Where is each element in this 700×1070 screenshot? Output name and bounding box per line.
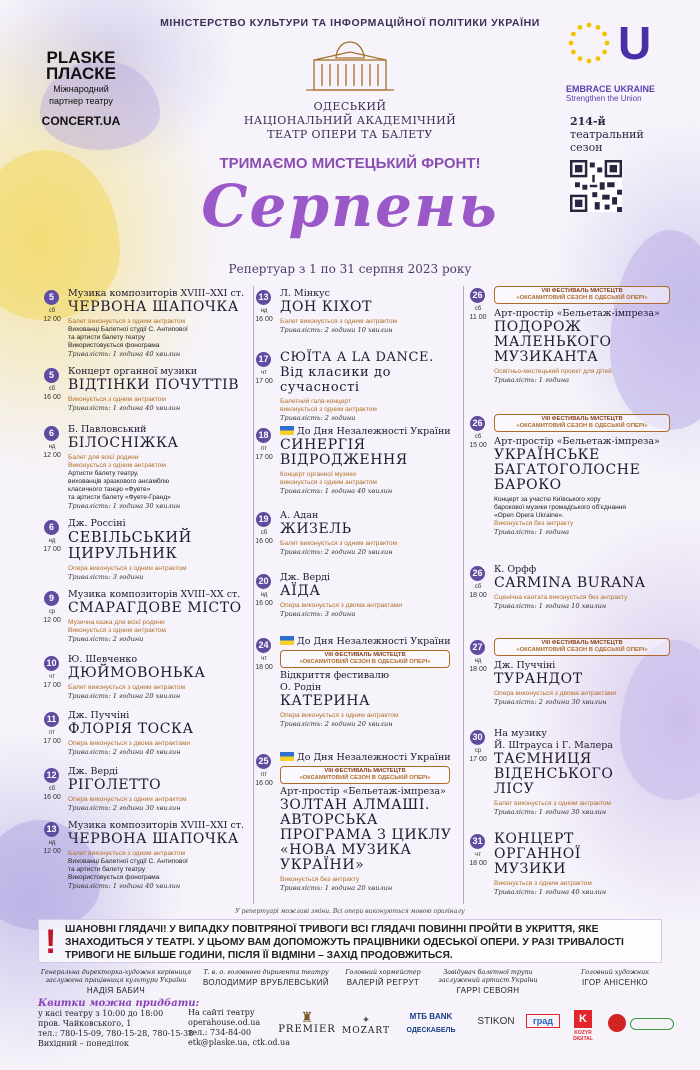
event-title[interactable]: ТУРАНДОТ [494,671,583,687]
staff-role: заслужений артист України [438,977,538,984]
event-desc: та артисти балету театру [68,334,146,341]
event-duration: Тривалість: 1 година 40 хвилин [68,882,181,890]
date-badge: 13 [44,822,59,837]
date-badge: 26 [470,566,485,581]
theatre-line3: ТЕАТР ОПЕРИ ТА БАЛЕТУ [267,128,433,141]
event-title[interactable]: ДОН КІХОТ [280,299,373,315]
event-desc: «Open Opera Ukraine». [494,512,565,519]
event-note: Виконується з одним антрактом [68,627,166,634]
weekday: пт [261,772,267,778]
date-badge: 30 [470,730,485,745]
staff-role: Головний художник [581,969,649,976]
event-note: Опера виконується з двома антрактами [68,740,191,747]
mozart-logo[interactable]: ✦ MOZART [340,1016,392,1036]
weekday: нд [260,308,268,314]
box-office-hours: у касі театру з 10:00 до 18:00 [38,1009,164,1018]
ministry-header: МІНІСТЕРСТВО КУЛЬТУРИ ТА ІНФОРМАЦІЙНОЇ ПОЛІТИКИ УКРАЇНИ [160,17,540,29]
date-badge: 6 [44,520,59,535]
event-duration: Тривалість: 1 година 40 хвилин [280,487,393,495]
festival-line1: VIII ФЕСТИВАЛЬ МИСТЕЦТВ [324,652,406,658]
website-phone: тел.: 734-84-00 [188,1028,252,1037]
event-author [280,636,456,648]
repertoire-dates: Репертуар з 1 по 31 серпня 2023 року [228,262,472,276]
premier-text: PREMIER [278,1024,336,1035]
event-time: 16 00 [255,316,273,323]
website-label: На сайті театру [188,1008,255,1017]
date-badge: 9 [44,591,59,606]
mtb-bank-logo[interactable] [398,1012,464,1034]
weekday: чт [261,370,267,376]
festival-line2: «ОКСАМИТОВИЙ СЕЗОН В ОДЕСЬКІЙ ОПЕРІ» [516,647,648,653]
date-badge: 26 [470,288,485,303]
event-time: 17 00 [255,378,273,385]
event-duration: Тривалість: 2 години 30 хвилин [494,698,607,706]
exclamation-icon: ! [45,923,57,961]
embrace-subtitle: Strengthen the Union [566,94,642,103]
staff-role: Т. в. о. головного диригента театру [203,969,329,976]
concert-ua-logo[interactable]: CONCERT.UA [41,114,121,128]
season-line3: сезон [570,141,603,154]
event-pre-line: Відкриття фестивалю [280,670,390,681]
event-author: Арт-простір «Бельетаж-імпреза» [494,436,660,447]
event-note: Опера виконується з одним антрактом [68,796,187,803]
weekday: нд [474,658,482,664]
staff-role: Завідувач балетної трупи [443,969,533,976]
event-author: На музику [494,728,547,739]
staff-role: заслужена працівниця культури України [45,977,187,984]
event-author: Музика композиторів XVIII–XXI ст. [68,288,245,299]
event-title[interactable]: ВІДТІНКИ ПОЧУТТІВ [68,377,240,393]
event-note: Виконується з одним антрактом [494,880,592,887]
weekday: чт [475,852,481,858]
festival-line1: VIII ФЕСТИВАЛЬ МИСТЕЦТВ [541,416,623,422]
event-time: 12 00 [43,617,61,624]
weekday: нд [260,592,268,598]
footnote: У репертуарі можливі зміни. Всі опери виконуються мовою оригіналу [235,908,465,915]
event-time: 12 00 [43,316,61,323]
event-duration: Тривалість: 1 година 40 хвилин [68,350,181,358]
event-author: Музика композиторів XVIII–XX ст. [68,589,241,600]
ticket-info [38,998,199,1049]
stikon-text: STIKON [477,1016,515,1027]
event-time: 18 00 [255,664,273,671]
plaske-logo[interactable] [36,50,126,128]
embrace-ukraine-logo[interactable] [566,17,676,103]
staff-name: ВОЛОДИМИР ВРУБЛЕВСЬКИЙ [202,978,330,987]
theatre-building-icon [300,38,400,98]
date-badge: 5 [44,290,59,305]
event-duration: Тривалість: 1 година 40 хвилин [494,888,607,896]
theatre-line2: НАЦІОНАЛЬНИЙ АКАДЕМІЧНИЙ [243,114,457,127]
event-time: 17 00 [43,682,61,689]
event-author: Дж. Пуччіні [68,710,130,721]
event-duration: Тривалість: 2 години 10 хвилин [280,326,393,334]
event-title[interactable]: СЕВІЛЬСЬКИЙ ЦИРУЛЬНИК [68,530,192,562]
event-title[interactable]: ЧЕРВОНА ШАПОЧКА [68,831,240,847]
kozyr-logo[interactable]: K KOZYR DIGITAL [564,1010,602,1042]
event-time: 12 00 [43,848,61,855]
season-label [570,115,644,154]
box-office-phone: тел.: 780-15-09, 780-15-28, 780-15-38 [38,1029,194,1038]
event-duration: Тривалість: 3 години [68,573,144,581]
weekday: сб [474,584,482,590]
event-title[interactable]: ФЛОРІЯ ТОСКА [68,721,194,737]
festival-line1: VIII ФЕСТИВАЛЬ МИСТЕЦТВ [541,640,623,646]
mtb-text: МТБ BANK [409,1012,453,1021]
event-author: Арт-простір «Бельетаж-імпреза» [494,308,660,319]
weekday: нд [48,538,56,544]
event-author: Й. Штрауса і Г. Малера [494,740,613,751]
weekday: ср [48,609,56,615]
event-time: 12 00 [43,452,61,459]
event-note: Балет виконується з одним антрактом [68,684,186,691]
staff-credit [338,969,428,987]
theatre-name [220,100,480,142]
event-time: 16 00 [255,780,273,787]
weekday: сб [48,308,56,314]
event-desc: Вихованці Балетної студії С. Антипової [68,326,188,333]
partner-logo-green[interactable] [608,1014,626,1032]
event-title[interactable]: СМАРАГДОВЕ МІСТО [68,600,242,616]
event-note: Балет виконується з одним антрактом [68,318,186,325]
event-note: Сценічна кантата виконується без антракту [494,594,628,601]
event-duration: Тривалість: 2 години 20 хвилин [280,720,393,728]
event-note: Освітньо-мистецький проект для дітей [494,368,612,375]
date-badge: 6 [44,426,59,441]
event-desc: Використовується фонограма [68,342,160,349]
email-link[interactable]: etk@plaske.ua, ctk.od.ua [188,1038,290,1047]
event-time: 18 00 [469,860,487,867]
weekday: пт [49,730,55,736]
event-note: Опера виконується з двома антрактами [494,690,617,697]
weekday: ср [474,748,482,754]
weekday: чт [261,656,267,662]
event-desc: Використовується фонограма [68,874,160,881]
event-time: 18 00 [469,666,487,673]
date-badge: 13 [256,290,271,305]
event-time: 11 00 [469,314,487,321]
event-desc: та артисти балету «Фуете-Гранд» [68,494,171,501]
event-time: 15 00 [469,442,487,449]
date-badge: 27 [470,640,485,655]
event-author: Дж. Россіні [68,518,126,529]
partner-logo-leaf[interactable] [630,1018,674,1030]
air-raid-warning [38,919,662,963]
event-title[interactable]: ЧЕРВОНА ШАПОЧКА [68,299,240,315]
event-note: Балет виконується з одним антрактом [280,318,398,325]
staff-role: Генеральна директорка-художня керівниця [40,969,192,976]
event-note: Виконується без антракту [280,876,360,883]
event-duration: Тривалість: 2 години [68,635,144,643]
event-time: 16 00 [255,600,273,607]
ukraine-flag-icon [280,752,294,761]
embrace-title: EMBRACE UKRAINE [566,84,656,94]
event-author: К. Орфф [494,564,537,575]
date-badge: 12 [44,768,59,783]
event-title[interactable]: РІГОЛЕТТО [68,777,162,793]
event-time: 18 00 [469,592,487,599]
event-time: 17 00 [43,738,61,745]
festival-banner [280,766,450,784]
season-number: 214-й [570,115,606,128]
event-title[interactable]: ПОДОРОЖ МАЛЕНЬКОГО МУЗИКАНТА [494,319,612,365]
event-title[interactable]: АЇДА [280,583,321,599]
event-duration: Тривалість: 2 години 40 хвилин [68,748,181,756]
event-note: Балет для всієї родини [68,454,139,461]
weekday: сб [48,386,56,392]
event-duration: Тривалість: 1 година 20 хвилин [68,692,181,700]
date-badge: 10 [44,656,59,671]
event-duration: Тривалість: 1 година [494,528,570,536]
event-author: Концерт органної музики [68,366,198,377]
box-office-address: пров. Чайковського, 1 [38,1019,132,1028]
premier-logo[interactable]: ♜ PREMIER [278,1009,336,1035]
event-note: Опера виконується з одним антрактом [68,565,187,572]
event-author: Ю. Шевченко [68,654,138,665]
website-info [188,1008,290,1048]
event-note: Виконується з одним антрактом [68,462,166,469]
weekday: сб [260,530,268,536]
odeskabel-text: ОДЕСКАБЕЛЬ [406,1027,456,1034]
staff-credit [38,969,194,995]
event-note: Балет виконується з одним антрактом [494,800,612,807]
event-duration: Тривалість: 1 година 20 хвилин [280,884,393,892]
stikon-logo[interactable] [468,1016,524,1027]
event-title[interactable]: СИНЕРГІЯ ВІДРОДЖЕННЯ [280,437,408,468]
event-desc: та артисти балету театру [68,866,146,873]
box-office-dayoff: Вихідний – понеділок [38,1039,129,1048]
festival-banner [494,638,670,656]
event-author: Дж. Верді [280,572,331,583]
event-author: Музика композиторів XVIII–XXI ст. [68,820,245,831]
staff-name: ІГОР АНІСЕНКО [581,978,649,987]
event-time: 17 00 [255,454,273,461]
festival-line2: «ОКСАМИТОВИЙ СЕЗОН В ОДЕСЬКІЙ ОПЕРІ» [516,423,648,429]
event-title[interactable]: ДЮЙМОВОНЬКА [68,665,206,681]
event-pre-line: Арт-простір «Бельетаж-імпреза» [280,786,446,797]
event-note: Концерт органної музики [280,471,356,478]
event-title[interactable]: ЗОЛТАН АЛМАШІ. АВТОРСЬКА ПРОГРАМА З ЦИКЛУ «НОВА МУЗИКА УКРАЇНИ» [280,797,452,873]
event-note: Виконується без антракту [494,520,574,527]
event-duration: Тривалість: 2 години 30 хвилин [68,804,181,812]
staff-credit [560,969,670,987]
event-author-text: До Дня Незалежності України [297,636,451,647]
plaske-latin: PLASKE [46,48,116,67]
event-note: Виконується з одним антрактом [68,396,166,403]
festival-line2: «ОКСАМИТОВИЙ СЕЗОН В ОДЕСЬКІЙ ОПЕРІ» [516,295,648,301]
event-title[interactable]: СЮЇТА A LA DANCE. Від класики до сучасності [280,350,434,395]
eu-stars-icon [566,20,612,66]
event-author: Л. Мінкус [280,288,330,299]
event-duration: Тривалість: 2 години 20 хвилин [280,548,393,556]
festival-line1: VIII ФЕСТИВАЛЬ МИСТЕЦТВ [324,768,406,774]
event-title[interactable]: УКРАЇНСЬКЕ БАГАТОГОЛОСНЕ БАРОКО [494,447,641,493]
date-badge: 26 [470,416,485,431]
event-desc: барокової музики громадського об'єднання [494,504,627,511]
event-note: виконується з одним антрактом [280,406,377,413]
month-title: Серпень [201,172,499,240]
event-time: 16 00 [255,538,273,545]
festival-banner [280,650,450,668]
event-time: 16 00 [43,794,61,801]
weekday: нд [48,840,56,846]
partner-line2: партнер театру [49,96,113,106]
mozart-text: MOZART [342,1026,390,1036]
event-author: Б. Павловський [68,424,147,435]
weekday: чт [49,674,55,680]
grad-text: град [526,1014,560,1028]
event-author [280,752,456,764]
event-title[interactable]: ТАЄМНИЦЯ ВІДЕНСЬКОГО ЛІСУ [494,751,614,797]
event-note: Музична казка для всієї родини [68,619,165,626]
festival-line1: VIII ФЕСТИВАЛЬ МИСТЕЦТВ [541,288,623,294]
weekday: нд [48,444,56,450]
event-duration: Тривалість: 1 година [494,376,570,384]
event-author: Дж. Пуччіні [494,660,556,671]
event-author-text: До Дня Незалежності України [297,426,451,437]
event-desc: Вихованці Балетної студії С. Антипової [68,858,188,865]
festival-banner [494,286,670,304]
event-desc: вихованців зразкового ансамблю [68,478,170,485]
event-note: виконується з одним антрактом [280,479,377,486]
staff-credit [428,969,548,995]
partner-line1: Міжнародний [53,84,109,94]
festival-line2: «ОКСАМИТОВИЙ СЕЗОН В ОДЕСЬКІЙ ОПЕРІ» [299,659,431,665]
date-badge: 5 [44,368,59,383]
staff-role: Головний хормейстер [345,969,421,976]
qr-code-icon[interactable] [570,160,622,212]
date-badge: 20 [256,574,271,589]
website-link[interactable]: operahouse.od.ua [188,1018,261,1027]
ukraine-flag-icon [280,636,294,645]
event-desc: Концерт за участю Київського хору [494,496,601,503]
date-badge: 19 [256,512,271,527]
weekday: пт [261,446,267,452]
festival-banner [494,414,670,432]
event-note: Опера виконується з двома антрактами [280,602,403,609]
column-divider [463,286,464,904]
weekday: сб [474,434,482,440]
event-duration: Тривалість: 1 година 40 хвилин [68,404,181,412]
event-title[interactable]: КАТЕРИНА [280,693,371,709]
weekday: сб [474,306,482,312]
date-badge: 18 [256,428,271,443]
event-author: А. Адан [280,510,319,521]
event-title[interactable]: ЖИЗЕЛЬ [280,521,352,537]
event-note: Опера виконується з одним антрактом [280,712,399,719]
kozyr-text: KOZYR DIGITAL [573,1030,593,1042]
event-note: Балет виконується з одним антрактом [280,540,398,547]
event-note: Балетний гала-концерт [280,398,351,405]
season-line2: театральний [570,128,644,141]
weekday: сб [48,786,56,792]
u-letter-icon: U [618,17,652,69]
date-badge: 31 [470,834,485,849]
event-duration: Тривалість: 1 година 30 хвилин [494,808,607,816]
event-duration: Тривалість: 2 години [280,414,356,422]
staff-name: ВАЛЕРІЙ РЕГРУТ [346,978,420,987]
event-duration: Тривалість: 1 година 30 хвилин [68,502,181,510]
sponsors-bar [278,1010,678,1060]
staff-credit [196,969,336,987]
date-badge: 24 [256,638,271,653]
event-time: 17 00 [43,546,61,553]
staff-name: НАДІЯ БАБИЧ [86,986,146,995]
grad-logo[interactable] [526,1014,560,1028]
event-author: Дж. Верді [68,766,119,777]
date-badge: 17 [256,352,271,367]
event-desc: Артисти балету театру, [68,470,139,477]
event-title[interactable]: КОНЦЕРТ ОРГАННОЇ МУЗИКИ [494,831,581,877]
ukraine-flag-icon [280,426,294,435]
event-duration: Тривалість: 1 година 10 хвилин [494,602,607,610]
event-title[interactable]: CARMINA BURANA [494,575,646,591]
staff-name: ГАРРІ СЕВОЯН [456,986,520,995]
event-time: 17 00 [469,756,487,763]
event-desc: класичного танцю «Фуете» [68,486,151,493]
event-duration: Тривалість: 3 години [280,610,356,618]
plaske-cyr: ПЛАСКЕ [46,64,116,83]
event-time: 16 00 [43,394,61,401]
tickets-heading: Квитки можна придбати: [38,998,200,1009]
theatre-line1: ОДЕСЬКИЙ [313,100,387,113]
event-note: Балет виконується з одним антрактом [68,850,186,857]
slogan: ТРИМАЄМО МИСТЕЦЬКИЙ ФРОНТ! [219,155,481,172]
date-badge: 25 [256,754,271,769]
event-author: О. Родін [280,682,322,693]
date-badge: 11 [44,712,59,727]
warning-text: ШАНОВНІ ГЛЯДАЧІ! У ВИПАДКУ ПОВІТРЯНОЇ ТРИВОГИ ВСІ ГЛЯДАЧІ ПОВИННІ ПРОЙТИ В УКРИТТЯ, ЯКЕ ЗНАХОДИТЬСЯ У ТЕАТРІ. У ЦЬОМУ ВАМ ДОПОМОЖУТЬ ПРАЦІВНИКИ ОДЕСЬКОЇ ОПЕРИ. У РАЗІ ТРИВАЛОСТІ ТРИВОГИ НЕ БІЛЬШЕ ГОДИНИ, ПІСЛЯ ЇЇ ВІДМІНИ – ЗАХІД ПРОДОВЖИТЬСЯ. [65,924,624,961]
festival-line2: «ОКСАМИТОВИЙ СЕЗОН В ОДЕСЬКІЙ ОПЕРІ» [299,775,431,781]
event-author-text: До Дня Незалежності України [297,752,451,763]
event-title[interactable]: БІЛОСНІЖКА [68,435,179,451]
